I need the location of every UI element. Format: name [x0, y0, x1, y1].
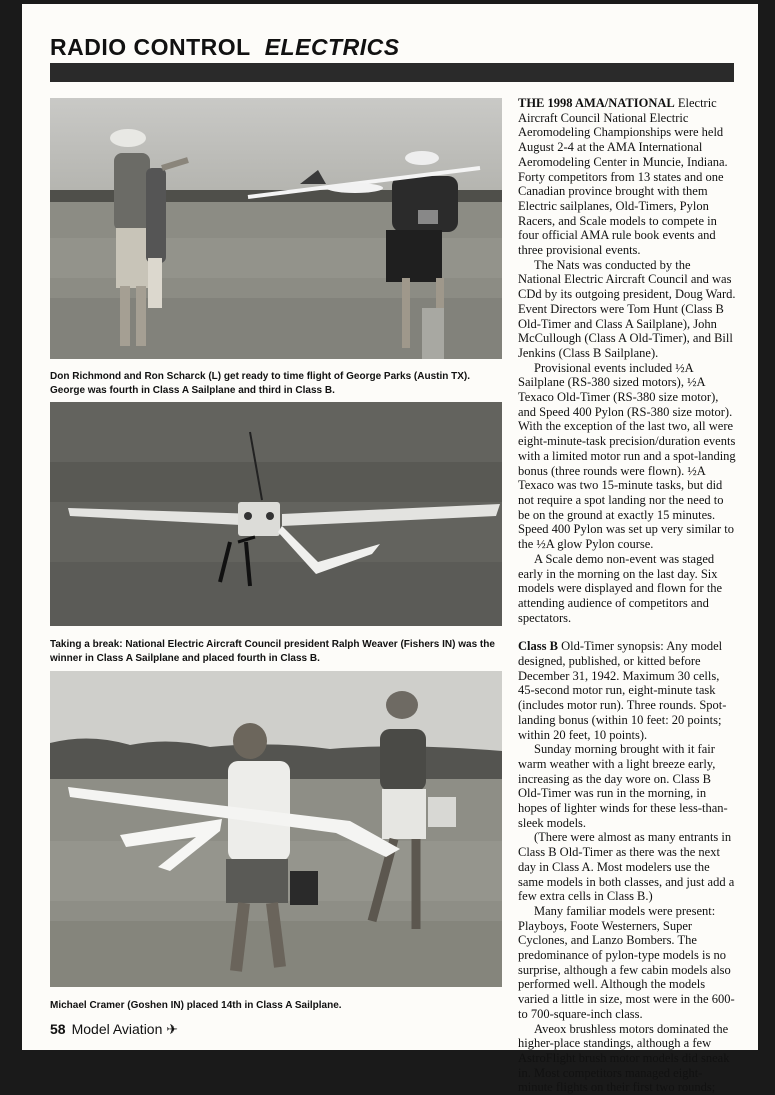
article-paragraph: (There were almost as many entrants in Class B Old-Timer as there was the next day in Class A. Most modelers use the same models in both classes, and just add a few extra cells in Class B.) — [518, 830, 735, 904]
photo-timing-flight — [50, 98, 502, 359]
article-paragraph: A Scale demo non-event was staged early in the morning on the last day. Six models were displayed and flown for the attending audience of competitors and spectators. — [518, 551, 723, 625]
header-rule — [50, 63, 734, 82]
photo-timing-flight-image — [50, 98, 502, 359]
article-paragraph: Provisional events included ½A Sailplane (RS-380 sized motors), ½A Texaco Old-Timer (RS-380 size motor), and Speed 400 Pylon (RS-380 size motor). With the exception of the last two, all were eight-minute-task precision/duration events with a limited motor run and a spot-landing bonus (three rounds were flown). ½A Texaco was two 15-minute tasks, but did not require a spot landing nor the need to be on the ground at exactly 15 minutes. Speed 400 Pylon was set up very similar to the ½A glow Pylon course. — [518, 360, 736, 552]
page-number: 58 — [50, 1021, 66, 1037]
caption-photo-1: Don Richmond and Ron Scharck (L) get ready to time flight of George Parks (Austin TX). George was fourth in Class A Sailplane and third in Class B. — [50, 371, 471, 396]
magazine-page — [22, 4, 758, 1095]
article-paragraph: Aveox brushless motors dominated the higher-place standings, although a few AstroFlight brush motor models did sneak in. Most competitors managed eight-minute flights on their first two rounds; — [518, 1021, 730, 1095]
article-lead-in: THE 1998 AMA/NATIONAL — [518, 96, 675, 110]
header-title: RADIO CONTROL — [50, 34, 251, 60]
airplane-icon: ✈ — [166, 1021, 179, 1037]
page-footer — [50, 1021, 178, 1038]
article-paragraph: THE 1998 AMA/NATIONAL Electric Aircraft Council National Electric Aeromodeling Championships were held August 2-4 at the AMA International Aeromodeling Center in Muncie, Indiana. Forty competitors from 13 states and one Canadian province brought with them Electric sailplanes, Old-Timers, Pylon Racers, and Scale models to compete in four official AMA rule book events and three provisional events. — [518, 96, 728, 258]
article-paragraph: The Nats was conducted by the National Electric Aircraft Council and was CDd by its outgoing president, Doug Ward. Event Directors were Tom Hunt (Class B Old-Timer and Class A Sailplane), John McCullough (Class A Old-Timer), and Bill Jenkins (Class B Sailplane). — [518, 257, 736, 360]
photo-sailplane-on-grass-image — [50, 402, 502, 626]
column-header — [50, 34, 400, 61]
photo-sailplane-on-grass — [50, 402, 502, 626]
section-lead-in: Class B — [518, 639, 558, 654]
article-paragraph: Class B Old-Timer synopsis: Any model designed, published, or kitted before December 31, 1942. Maximum 30 cells, 45-second motor run, eight-minute task (includes motor run). Three rounds. Spot-landing bonus (within 10 feet: 20 points; within 20 feet, 10 points). — [518, 639, 727, 742]
article-column — [518, 96, 736, 1095]
caption-photo-3: Michael Cramer (Goshen IN) placed 14th in Class A Sailplane. — [50, 1000, 342, 1011]
photo-carrying-sailplane-image — [50, 671, 502, 987]
article-paragraph: Sunday morning brought with it fair warm weather with a light breeze early, increasing as the day wore on. Class B Old-Timer was run in the morning, in hopes of lighter winds for these less-than-sleek models. — [518, 742, 728, 830]
caption-photo-2: Taking a break: National Electric Aircraft Council president Ralph Weaver (Fishers IN) was the winner in Class A Sailplane and placed fourth in Class B. — [50, 639, 495, 664]
magazine-name: Model Aviation — [71, 1021, 163, 1037]
article-paragraph: Many familiar models were present: Playboys, Foote Westerners, Super Cyclones, and Lanzo Bombers. The predominance of pylon-type models is no surprise, although a few cabin models also performed well. Although the models varied a little in size, most were in the 600- to 700-square-inch class. — [518, 903, 735, 1021]
photo-carrying-sailplane — [50, 671, 502, 987]
header-title-accent: ELECTRICS — [264, 34, 400, 60]
